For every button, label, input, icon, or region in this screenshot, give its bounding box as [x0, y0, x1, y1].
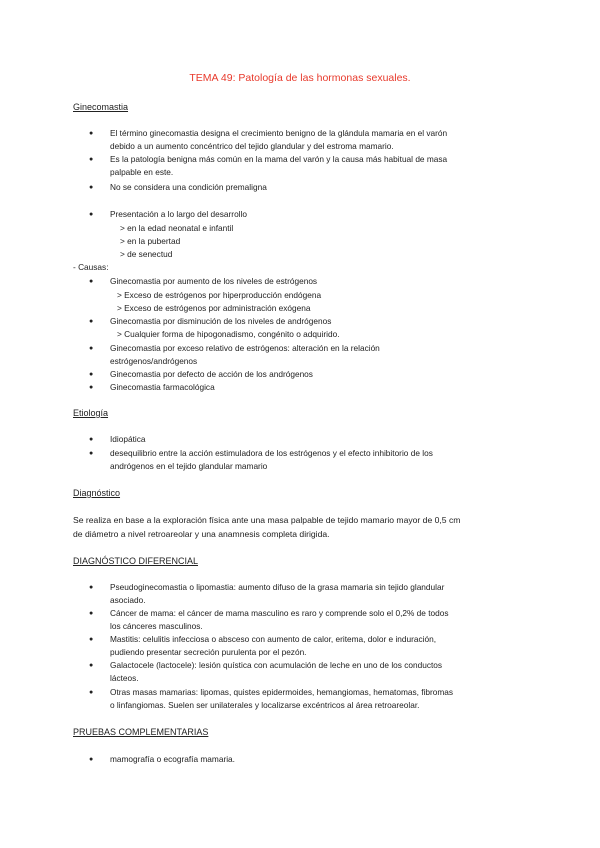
bullet-icon: ● — [89, 156, 94, 163]
heading-ginecomastia: Ginecomastia — [73, 102, 129, 112]
list-item: Galactocele (lactocele): lesión quística con acumulación de leche en uno de los conductos — [110, 660, 443, 670]
heading-pruebas-complementarias: PRUEBAS COMPLEMENTARIAS — [73, 727, 209, 737]
bullet-icon: ● — [89, 384, 94, 391]
list-item: Ginecomastia por exceso relativo de estrógenos: alteración en la relación — [110, 343, 380, 353]
list-item: Ginecomastia por aumento de los niveles de estrógenos — [110, 276, 318, 286]
list-item-cont: asociado. — [110, 595, 146, 605]
sub-item: > en la edad neonatal e infantil — [120, 223, 234, 233]
list-item: Idiopática — [110, 434, 146, 444]
list-item: Mastitis: celulitis infecciosa o absceso con aumento de calor, eritema, dolor e induración, — [110, 634, 437, 644]
bullet-icon: ● — [89, 211, 94, 218]
bullet-icon: ● — [89, 130, 94, 137]
list-item-cont: o linfangiomas. Suelen ser unilaterales y localizarse excéntricos al área retroareolar. — [110, 700, 420, 710]
list-item-cont: lácteos. — [110, 673, 139, 683]
bullet-icon: ● — [89, 584, 94, 591]
bullet-icon: ● — [89, 756, 94, 763]
bullet-icon: ● — [89, 689, 94, 696]
sub-item: > de senectud — [120, 249, 173, 259]
sub-item: > Exceso de estrógenos por administración exógena — [117, 303, 311, 313]
bullet-icon: ● — [89, 450, 94, 457]
bullet-icon: ● — [89, 610, 94, 617]
heading-diagnostico-diferencial: DIAGNÓSTICO DIFERENCIAL — [73, 556, 199, 566]
heading-etiologia: Etiología — [73, 408, 109, 418]
paragraph-line: Se realiza en base a la exploración física ante una masa palpable de tejido mamario mayor de 0,5 cm — [73, 515, 461, 525]
bullet-icon: ● — [89, 662, 94, 669]
list-item: mamografía o ecografía mamaria. — [110, 754, 235, 764]
sub-item: > Cualquier forma de hipogonadismo, congénito o adquirido. — [117, 329, 340, 339]
list-item: No se considera una condición premaligna — [110, 182, 267, 192]
bullet-icon: ● — [89, 371, 94, 378]
bullet-icon: ● — [89, 636, 94, 643]
list-item: Otras masas mamarias: lipomas, quistes epidermoides, hemangiomas, hematomas, fibromas — [110, 687, 454, 697]
bullet-icon: ● — [89, 345, 94, 352]
list-item-cont: debido a un aumento concéntrico del tejido glandular y del estroma mamario. — [110, 141, 394, 151]
list-item-cont: palpable en este. — [110, 167, 174, 177]
list-item-cont: pudiendo presentar secreción purulenta por el pezón. — [110, 647, 307, 657]
bullet-icon: ● — [89, 436, 94, 443]
sub-item: > en la pubertad — [120, 236, 181, 246]
bullet-icon: ● — [89, 278, 94, 285]
paragraph-line: de diámetro a nivel retroareolar y una anamnesis completa dirigida. — [73, 529, 330, 539]
list-item-cont: andrógenos en el tejido glandular mamario — [110, 461, 268, 471]
page-title: TEMA 49: Patología de las hormonas sexuales. — [189, 72, 411, 84]
sub-item: > Exceso de estrógenos por hiperproducción endógena — [117, 290, 322, 300]
causas-label: - Causas: — [73, 262, 109, 272]
list-item-cont: los cánceres masculinos. — [110, 621, 203, 631]
list-item: Ginecomastia farmacológica — [110, 382, 215, 392]
list-item: Ginecomastia por defecto de acción de los andrógenos — [110, 369, 313, 379]
list-item: Es la patología benigna más común en la mama del varón y la causa más habitual de masa — [110, 154, 448, 164]
list-item: Ginecomastia por disminución de los niveles de andrógenos — [110, 316, 332, 326]
bullet-icon: ● — [89, 318, 94, 325]
list-item: desequilibrio entre la acción estimuladora de los estrógenos y el efecto inhibitorio de los — [110, 448, 433, 458]
heading-diagnostico: Diagnóstico — [73, 488, 121, 498]
bullet-icon: ● — [89, 184, 94, 191]
list-item: El término ginecomastia designa el crecimiento benigno de la glándula mamaria en el varón — [110, 128, 448, 138]
list-item: Presentación a lo largo del desarrollo — [110, 209, 247, 219]
list-item: Pseudoginecomastia o lipomastia: aumento difuso de la grasa mamaria sin tejido glandular — [110, 582, 445, 592]
list-item: Cáncer de mama: el cáncer de mama masculino es raro y comprende solo el 0,2% de todos — [110, 608, 449, 618]
list-item-cont: estrógenos/andrógenos — [110, 356, 198, 366]
